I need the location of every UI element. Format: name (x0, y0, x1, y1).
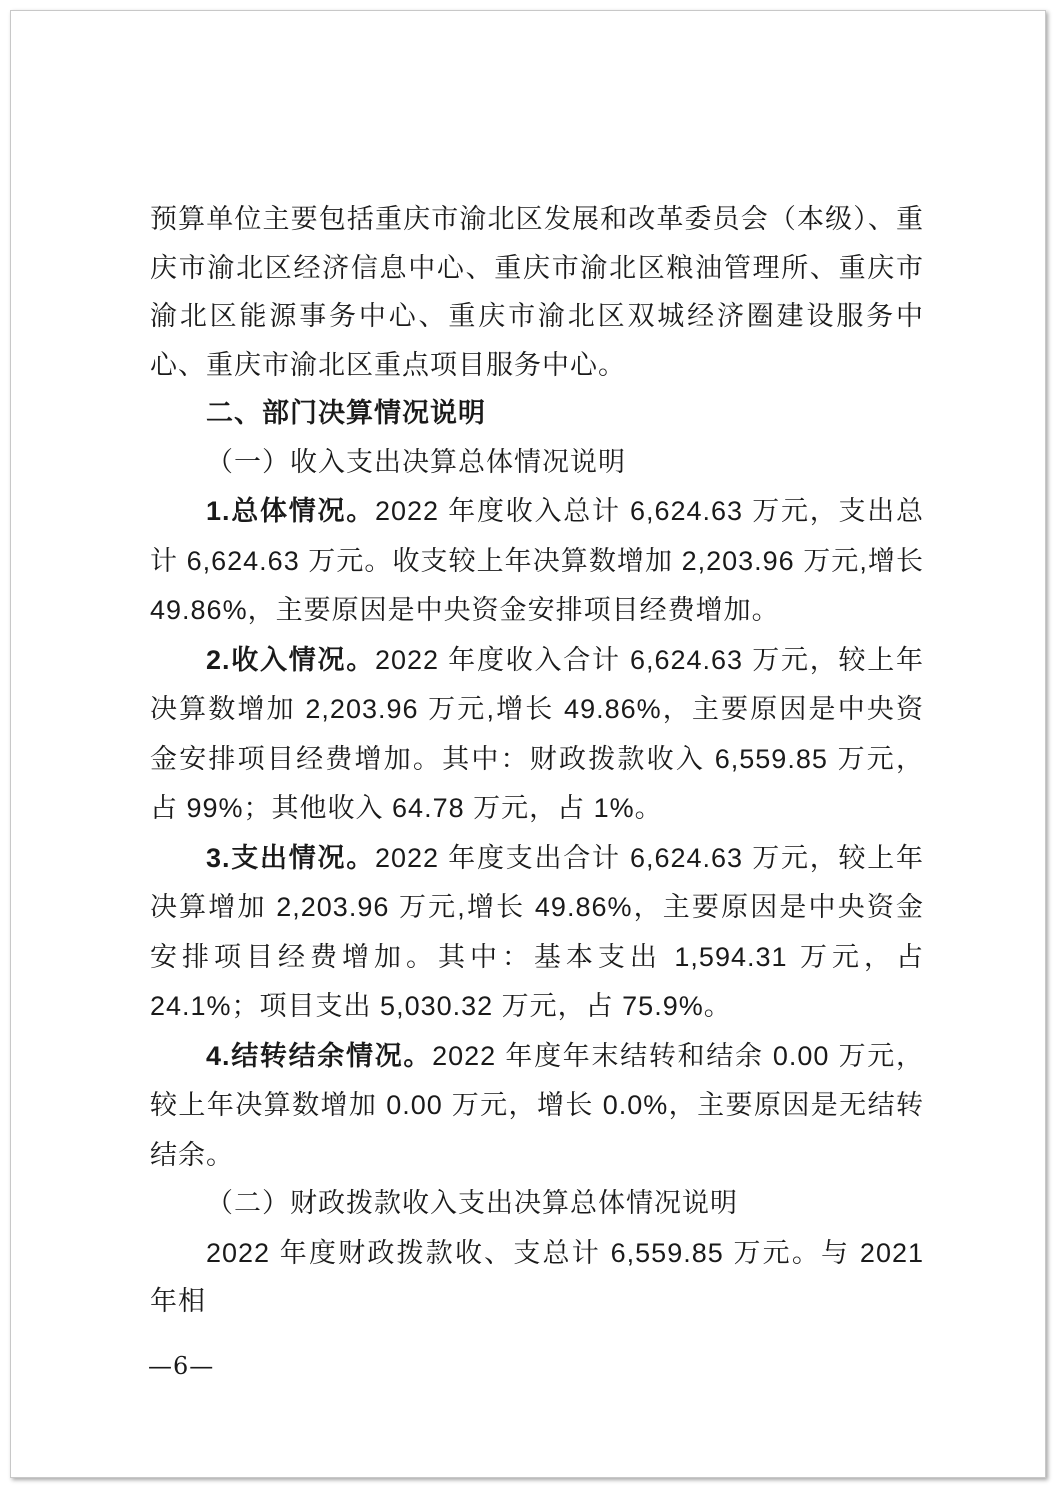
subsection-heading-2: （二）财政拨款收入支出决算总体情况说明 (206, 1188, 738, 1219)
paragraph-overall (150, 487, 924, 636)
paragraph-budget-units: 预算单位主要包括重庆市渝北区发展和改革委员会（本级）、重庆市渝北区经济信息中心、重庆市渝北区粮油管理所、重庆市渝北区能源事务中心、重庆市渝北区双城经济圈建设服务中心、重庆市渝北区重点项目服务中心。 (150, 204, 924, 381)
carryover-label: 4.结转结余情况。 (206, 1040, 433, 1071)
expenditure-label: 3.支出情况。 (206, 842, 375, 873)
page-number: —6— (148, 1352, 215, 1380)
paragraph-expenditure (150, 834, 924, 1032)
income-label: 2.收入情况。 (206, 644, 375, 675)
income-text: 2022 年度收入合计 6,624.63 万元，较上年决算数增加 2,203.96 万元,增长 49.86%，主要原因是中央资金安排项目经费增加。其中：财政拨款收入 6,559.85 万元，占 99%；其他收入 64.78 万元，占 1%。 (150, 644, 924, 823)
subsection-heading-1: （一）收入支出决算总体情况说明 (206, 446, 626, 478)
paragraph-carryover (150, 1032, 924, 1181)
document-body (150, 196, 924, 1326)
overall-label: 1.总体情况。 (206, 496, 375, 526)
section-heading: 二、部门决算情况说明 (206, 398, 486, 429)
paragraph-fiscal: 2022 年度财政拨款收、支总计 6,559.85 万元。与 2021 年相 (150, 1237, 924, 1316)
overall-text: 2022 年度收入总计 6,624.63 万元，支出总计 6,624.63 万元。收支较上年决算数增加 2,203.96 万元,增长 49.86%，主要原因是中央资金安排项目经费增加。 (150, 496, 924, 625)
carryover-text: 2022 年度年末结转和结余 0.00 万元，较上年决算数增加 0.00 万元，增长 0.0%，主要原因是无结转结余。 (150, 1040, 924, 1170)
expenditure-text: 2022 年度支出合计 6,624.63 万元，较上年决算增加 2,203.96 万元,增长 49.86%，主要原因是中央资金安排项目经费增加。其中：基本支出 1,594.31 万元，占 24.1%；项目支出 5,030.32 万元，占 75.9%。 (150, 842, 924, 1021)
paragraph-income (150, 636, 924, 834)
